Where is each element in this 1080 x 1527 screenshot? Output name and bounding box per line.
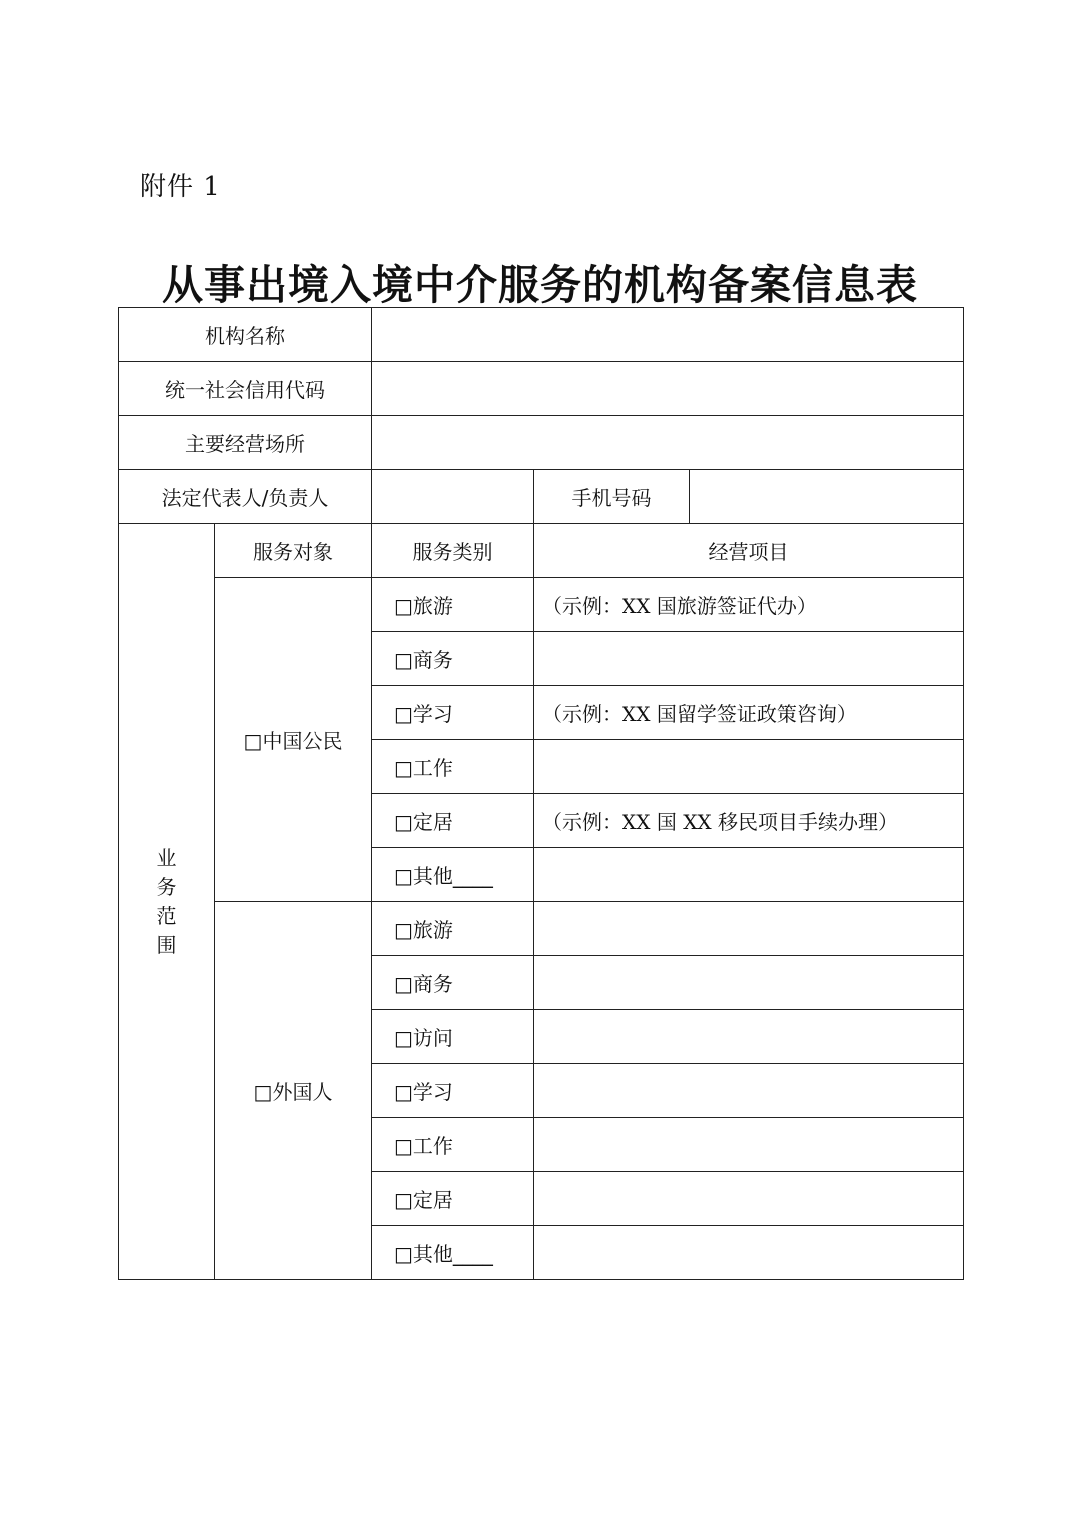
category-checkbox[interactable]: □旅游 — [372, 578, 534, 632]
category-checkbox[interactable]: □商务 — [372, 632, 534, 686]
category-checkbox[interactable]: □访问 — [372, 1010, 534, 1064]
business-scope-char: 范 — [156, 903, 177, 928]
table-row — [119, 902, 964, 956]
category-checkbox[interactable]: □商务 — [372, 956, 534, 1010]
business-item-field[interactable] — [534, 902, 964, 956]
registration-form-table — [118, 307, 964, 1280]
phone-label: 手机号码 — [534, 470, 690, 524]
category-checkbox[interactable]: □其他____ — [372, 848, 534, 902]
attachment-label: 附件 1 — [140, 172, 221, 202]
business-item-field[interactable]: （示例：XX 国 XX 移民项目手续办理） — [534, 794, 964, 848]
row-org-name — [119, 308, 964, 362]
credit-code-field[interactable] — [372, 362, 964, 416]
business-item-field[interactable] — [534, 1010, 964, 1064]
target-chinese-citizen-checkbox[interactable]: □中国公民 — [215, 578, 372, 902]
business-item-field[interactable]: （示例：XX 国旅游签证代办） — [534, 578, 964, 632]
business-item-field[interactable]: （示例：XX 国留学签证政策咨询） — [534, 686, 964, 740]
business-item-field[interactable] — [534, 1172, 964, 1226]
business-item-field[interactable] — [534, 1064, 964, 1118]
table-row — [119, 578, 964, 632]
business-scope-char: 务 — [156, 874, 177, 899]
business-item-field[interactable] — [534, 1226, 964, 1280]
row-main-place — [119, 416, 964, 470]
category-checkbox[interactable]: □学习 — [372, 686, 534, 740]
category-checkbox[interactable]: □定居 — [372, 1172, 534, 1226]
business-item-field[interactable] — [534, 632, 964, 686]
row-legal-rep — [119, 470, 964, 524]
form-title: 从事出境入境中介服务的机构备案信息表 — [162, 261, 918, 309]
main-place-field[interactable] — [372, 416, 964, 470]
service-category-header: 服务类别 — [372, 524, 534, 578]
credit-code-label: 统一社会信用代码 — [119, 362, 372, 416]
business-scope-char: 业 — [156, 845, 177, 870]
business-item-field[interactable] — [534, 848, 964, 902]
service-target-header: 服务对象 — [215, 524, 372, 578]
org-name-label: 机构名称 — [119, 308, 372, 362]
category-checkbox[interactable]: □工作 — [372, 740, 534, 794]
business-items-header: 经营项目 — [534, 524, 964, 578]
main-place-label: 主要经营场所 — [119, 416, 372, 470]
phone-field[interactable] — [690, 470, 964, 524]
category-checkbox[interactable]: □定居 — [372, 794, 534, 848]
category-checkbox[interactable]: □其他____ — [372, 1226, 534, 1280]
category-checkbox[interactable]: □旅游 — [372, 902, 534, 956]
target-foreigner-checkbox[interactable]: □外国人 — [215, 902, 372, 1280]
business-item-field[interactable] — [534, 740, 964, 794]
category-checkbox[interactable]: □学习 — [372, 1064, 534, 1118]
business-item-field[interactable] — [534, 1118, 964, 1172]
category-checkbox[interactable]: □工作 — [372, 1118, 534, 1172]
business-item-field[interactable] — [534, 956, 964, 1010]
legal-rep-label: 法定代表人/负责人 — [119, 470, 372, 524]
org-name-field[interactable] — [372, 308, 964, 362]
business-scope-char: 围 — [156, 932, 177, 957]
row-scope-header — [119, 524, 964, 578]
row-credit-code — [119, 362, 964, 416]
business-scope-label — [119, 524, 215, 1280]
legal-rep-field[interactable] — [372, 470, 534, 524]
